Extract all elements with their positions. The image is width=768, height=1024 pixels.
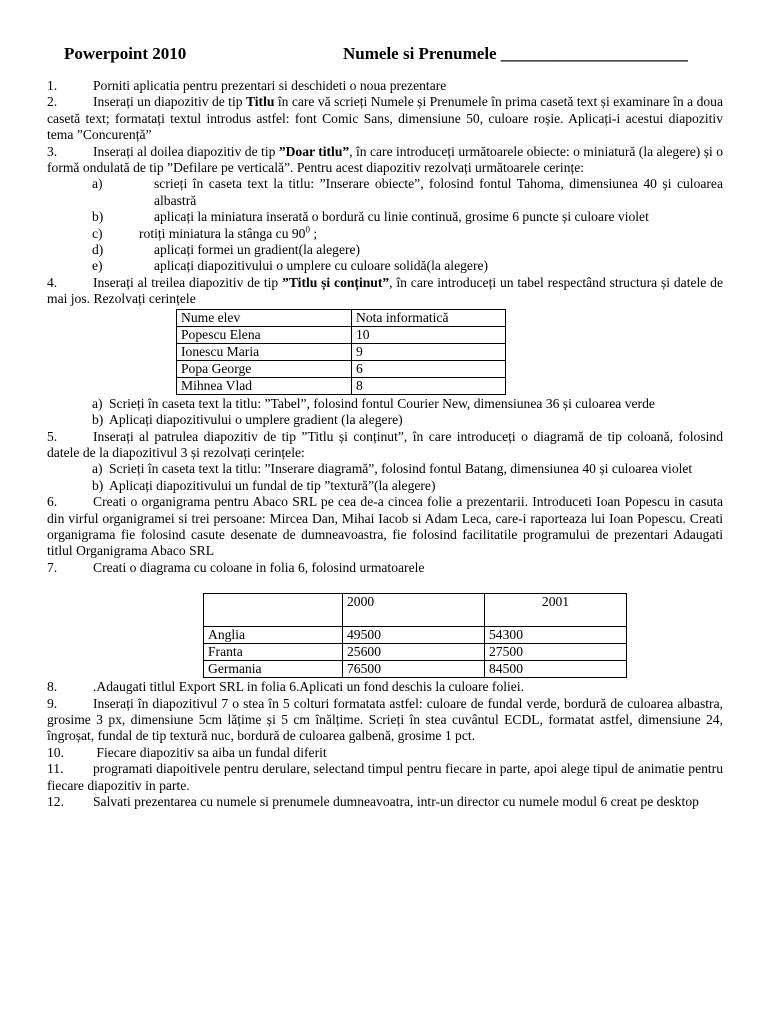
task-item-5: 5. Inserați al patrulea diapozitiv de tip ”Titlu și conținut”, în care introduceți o diagramă de tip coloană, folosind datele de la diapozitivul 3 și rezolvați cerințele: bbox=[47, 428, 723, 460]
task-item-10: 10. Fiecare diapozitiv sa aiba un fundal diferit bbox=[47, 744, 327, 760]
table-row: Germania 76500 84500 bbox=[204, 661, 627, 678]
task-3-sub-e: e) aplicați diapozitivului o umplere cu culoare solidă(la alegere) bbox=[92, 258, 489, 274]
task-list bbox=[47, 78, 723, 810]
task-item-7: 7. Creati o diagrama cu coloane in folia 6, folosind urmatoarele bbox=[47, 559, 425, 575]
task-item-6: 6. Creati o organigrama pentru Abaco SRL pe cea de-a cincea folie a prezentarii. Introduceti Ioan Popescu in casuta din virful organigramei si trei persoane: Mircea Dan, Mihai Iacob si Adam Leca, care-i raporteaza lui Ioan Popescu. Creati organigrama fie folosind casute desenate de dumneavoastra, fie folosind facilitatile programului de prezentari Adaugati titlul Organigrama Abaco SRL bbox=[47, 494, 723, 559]
task-3-sub-c: c) rotiți miniatura la stânga cu $90^0$ ; bbox=[92, 224, 318, 241]
table-row: Nume elev Nota informatică bbox=[177, 309, 506, 326]
app-title: Powerpoint 2010 bbox=[64, 44, 187, 63]
task-3-sub-b: b) aplicați la miniatura inserată o bordură cu linie continuă, grosime 6 puncte și culoare violet bbox=[92, 209, 649, 225]
table-row: Ionescu Maria 9 bbox=[177, 343, 506, 360]
task-item-4: 4. Inserați al treilea diapozitiv de tip ”Titlu și conținut”, în care introduceți un tabel respectând structura și datele de mai jos. Rezolvați cerințele bbox=[47, 274, 723, 307]
name-field-label: Numele si Prenumele ______________________ bbox=[343, 44, 688, 63]
task-3-sub-d: d) aplicați formei un gradient(la alegere) bbox=[92, 242, 361, 258]
table-row: Franta 25600 27500 bbox=[204, 644, 627, 661]
document-header bbox=[0, 44, 768, 66]
task-3-sub-a: a) scrieți în caseta text la titlu: ”Inserare obiecte”, folosind fontul Tahoma, dimensiunea 40 și culoarea albastră bbox=[92, 176, 723, 208]
grades-table bbox=[176, 309, 506, 395]
table-header-row: 2000 2001 bbox=[204, 594, 627, 627]
task-4-sub-b: b) Aplicați diapozitivului o umplere gradient (la alegere) bbox=[92, 412, 403, 428]
table-row: Popescu Elena 10 bbox=[177, 326, 506, 343]
task-5-sub-b: b) Aplicați diapozitivului un fundal de tip ”textură”(la alegere) bbox=[92, 477, 436, 493]
task-5-sub-a: a) Scrieți în caseta text la titlu: ”Inserare diagramă”, folosind fontul Batang, dimensiunea 40 și culoarea violet bbox=[92, 461, 693, 477]
table-row: Mihnea Vlad 8 bbox=[177, 377, 506, 394]
task-item-2: 2. Inserați un diapozitiv de tip Titlu în care vă scrieți Numele și Prenumele în prima casetă text și examinare în a doua casetă text; formatați textul introdus astfel: font Comic Sans, dimensiune 50, culoare roșie. Aplicați-i acestui diapozitiv tema ”Concurență” bbox=[47, 94, 724, 143]
table-row: Anglia 49500 54300 bbox=[204, 627, 627, 644]
export-table bbox=[203, 593, 627, 678]
task-item-12: 12. Salvati prezentarea cu numele si prenumele dumneavoatra, intr-un director cu numele modul 6 creat pe desktop bbox=[47, 794, 699, 809]
task-4-sub-a: a) Scrieți în caseta text la titlu: ”Tabel”, folosind fontul Courier New, dimensiunea 36 și culoarea verde bbox=[92, 395, 655, 411]
task-item-1: 1. Porniti aplicatia pentru prezentari si deschideti o noua prezentare bbox=[47, 78, 447, 93]
task-item-9: 9. Inserați în diapozitivul 7 o stea în 5 colturi formatata astfel: culoare de fundal verde, bordură de culoarea albastra, grosime 3 px, dimensiune 5cm lățime și 5 cm înălțime. Scrieți în stea cuvântul ECDL, formatat astfel, dimensiune 24, îngroșat, fundal de tip textură nuc, bordură de culoarea galbenă, grosime 1 pct. bbox=[47, 695, 723, 744]
task-item-11: 11. programati diapoitivele pentru derulare, selectand timpul pentru fiecare in parte, apoi alege tipul de animatie pentru fiecare diapozitiv in parte. bbox=[47, 761, 723, 793]
table-row: Popa George 6 bbox=[177, 360, 506, 377]
task-item-8: 8. .Adaugati titlul Export SRL in folia 6.Aplicati un fond deschis la culoare foliei. bbox=[47, 679, 525, 695]
task-item-3: 3. Inserați al doilea diapozitiv de tip ”Doar titlu”, în care introduceți următoarele obiecte: o miniatură (la alegere) și o formă ondulată de tip ”Defilare pe verticală”. Pentru acest diapozitiv rezolvați următoarele cerințe: bbox=[47, 143, 723, 176]
